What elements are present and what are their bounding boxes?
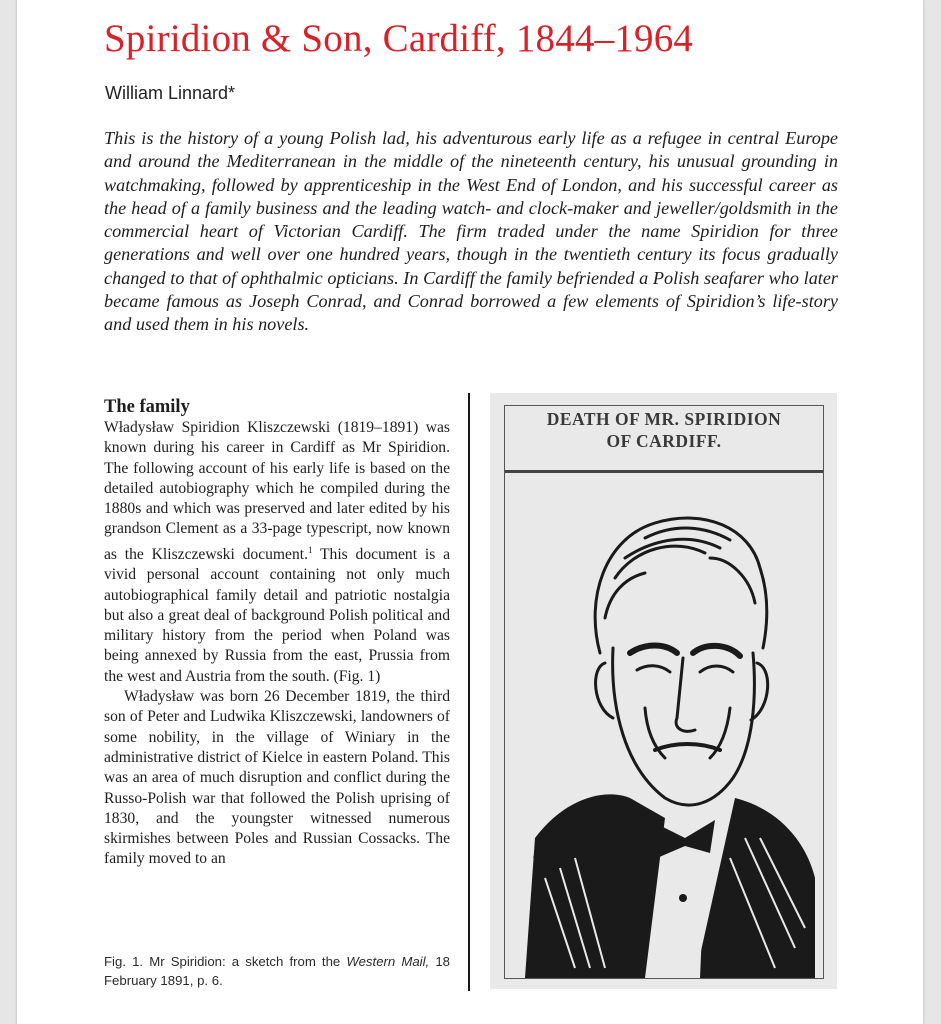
column-divider — [468, 393, 470, 991]
left-column — [104, 396, 450, 870]
clipping-rule — [505, 470, 823, 473]
paragraph-1-continued: This document is a vivid personal account containing not only much autobiographical family detail and patriotic nostalgia but also a great deal of background Polish political and military history from the period when Poland was being annexed by Russia from the east, Prussia from the west and Austria from the south. (Fig. 1) — [104, 545, 450, 685]
figure-caption — [104, 952, 450, 990]
document-page — [17, 0, 923, 1024]
article-author: William Linnard* — [105, 83, 236, 103]
figure-1-image — [490, 393, 837, 989]
article-abstract: This is the history of a young Polish lad, his adventurous early life as a refugee in central Europe and around the Mediterranean in the middle of the nineteenth century, his unusual grounding in watchmaking, followed by apprenticeship in the West End of London, and his successful career as the head of a family business and the leading watch- and clock-maker and jeweller/goldsmith in the commercial heart of Victorian Cardiff. The firm traded under the name Spiridion for three generations and well over one hundred years, though in the twentieth century its focus gradually changed to that of ophthalmic opticians. In Cardiff the family befriended a Polish seafarer who later became famous as Joseph Conrad, and Conrad borrowed a few elements of Spiridion’s life-story and used them in his novels. — [104, 128, 838, 335]
footnote-ref[interactable]: 1 — [308, 544, 313, 555]
newspaper-clipping-frame — [504, 405, 824, 979]
clipping-headline-line-1: DEATH OF MR. SPIRIDION — [546, 409, 782, 429]
clipping-headline-line-2: OF CARDIFF. — [606, 431, 722, 451]
clipping-headline — [505, 408, 823, 452]
portrait-sketch-icon — [505, 478, 823, 978]
caption-prefix: Fig. 1. Mr Spiridion: a sketch from the — [104, 954, 347, 969]
caption-source: Western Mail, — [346, 954, 430, 969]
body-paragraph-2: Władysław was born 26 December 1819, the third son of Peter and Ludwika Kliszczewski, landowners of some nobility, in the village of Winiary in the administrative district of Kielce in eastern Poland. This was an area of much disruption and conflict during the Russo-Polish war that followed the Polish uprising of 1830, and the youngster witnessed numerous skirmishes between Poles and Russian Cossacks. The family moved to an — [104, 688, 450, 868]
caption-suffix: 18 February 1891, p. 6. — [104, 954, 450, 988]
section-heading: The family — [104, 397, 190, 417]
artist-mark: JMS — [533, 847, 558, 862]
body-paragraph-1 — [104, 418, 450, 687]
paragraph-1-text: Władysław Spiridion Kliszczewski (1819–1891) was known during his career in Cardiff as Mr Spiridion. The following account of his early life is based on the detailed autobiography which he compiled during the 1880s and which was preserved and later edited by his grandson Clement as a 33-page typescript, now known as the Kliszczewski document. — [104, 419, 450, 563]
article-title: Spiridion & Son, Cardiff, 1844–1964 — [104, 17, 694, 60]
